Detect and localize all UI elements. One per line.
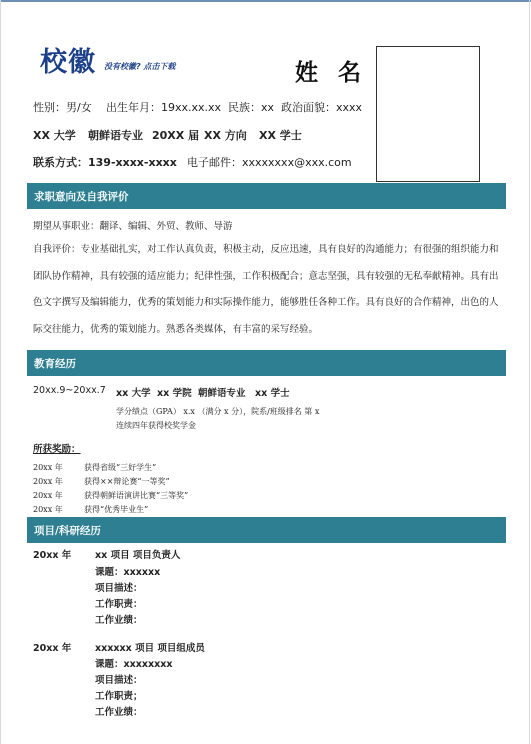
education-gpa: 学分绩点（GPA） x.x （满分 x 分），院系/班级排名 第 x	[116, 407, 320, 416]
self-evaluation: 自我评价：专业基础扎实，对工作认真负责，积极主动，反应迅速，具有良好的沟通能力；有很强的组织能力和团队协作精神，具有较强的适应能力；纪律性强，工作积极配合；意志坚强，具有较强的无私奉献精神。具有出色文字撰写及编辑能力，优秀的策划能力和实际操作能力，能够胜任各种工作。具有良好的合作精神，出色的人际交往能力，优秀的策划能力。熟悉各类媒体，有丰富的采写经验。	[33, 244, 499, 335]
award-text: 获得朝鲜语演讲比赛“三等奖”	[84, 491, 189, 500]
contact-phone: 联系方式：139-xxxx-xxxx	[33, 156, 177, 169]
edu-direction: XX 方向	[204, 129, 247, 142]
education-scholarship: 连续四年获得校奖学金	[116, 421, 196, 430]
award-year: 20xx 年	[33, 463, 63, 472]
award-year: 20xx 年	[33, 505, 63, 514]
contact-email-label	[187, 154, 352, 170]
ethnicity: 民族：xx	[228, 101, 275, 114]
photo-frame[interactable]	[376, 46, 480, 182]
birth-date: 出生年月：19xx.xx.xx	[106, 101, 222, 114]
project-year: 20xx 年	[33, 643, 72, 654]
political-status: 政治面貌：xxxx	[281, 101, 363, 114]
project-duty: 工作职责；	[95, 691, 143, 702]
gender: 性别：男/女	[33, 101, 92, 114]
award-year: 20xx 年	[33, 477, 63, 486]
education-period: 20xx.9~20xx.7	[33, 385, 106, 396]
award-text: 获得“优秀毕业生”	[84, 505, 149, 514]
section-title-projects: 项目/科研经历	[34, 525, 101, 537]
project-description: 项目描述：	[95, 583, 143, 594]
education-school: xx 大学	[116, 388, 151, 399]
section-header-intent	[27, 183, 506, 209]
section-title-intent: 求职意向及自我评价	[34, 191, 129, 203]
award-text: 获得省级“三好学生”	[84, 463, 157, 472]
section-title-education: 教育经历	[34, 358, 76, 370]
award-text: 获得××辩论赛“一等奖”	[84, 477, 170, 486]
project-description: 项目描述：	[95, 675, 143, 686]
project-topic: 课题：xxxxxxxx	[95, 659, 173, 670]
edu-university: XX 大学	[33, 129, 76, 142]
section-header-projects	[27, 517, 506, 543]
project-head: xxxxxx 项目 项目组成员	[95, 643, 205, 654]
edu-degree: XX 学士	[259, 129, 302, 142]
education-college: xx 学院	[157, 388, 192, 399]
edu-year: 20XX 届	[152, 129, 200, 142]
applicant-name: 姓 名	[295, 60, 368, 86]
award-year: 20xx 年	[33, 491, 63, 500]
awards-title: 所获奖励：	[33, 444, 81, 455]
edu-major: 朝鲜语专业	[88, 129, 143, 142]
school-badge-logo: 校徽	[40, 47, 96, 78]
project-year: 20xx 年	[33, 550, 72, 561]
section-header-education	[27, 350, 506, 376]
contact-email: 电子邮件：xxxxxxxx@xxx.com	[187, 156, 352, 169]
badge-download-link[interactable]: 没有校徽? 点击下载	[104, 62, 176, 71]
project-result: 工作业绩：	[95, 707, 143, 718]
desired-jobs: 期望从事职业：翻译、编辑、外贸、教师、导游	[33, 221, 233, 232]
top-border	[0, 0, 531, 2]
project-topic: 课题：xxxxxx	[95, 567, 161, 578]
project-result: 工作业绩：	[95, 615, 143, 626]
project-head: xx 项目 项目负责人	[95, 550, 181, 561]
project-duty: 工作职责：	[95, 599, 143, 610]
education-major: 朝鲜语专业	[198, 388, 246, 399]
education-degree: xx 学士	[255, 388, 290, 399]
page-left-edge	[0, 0, 1, 744]
page-right-edge	[529, 0, 530, 744]
